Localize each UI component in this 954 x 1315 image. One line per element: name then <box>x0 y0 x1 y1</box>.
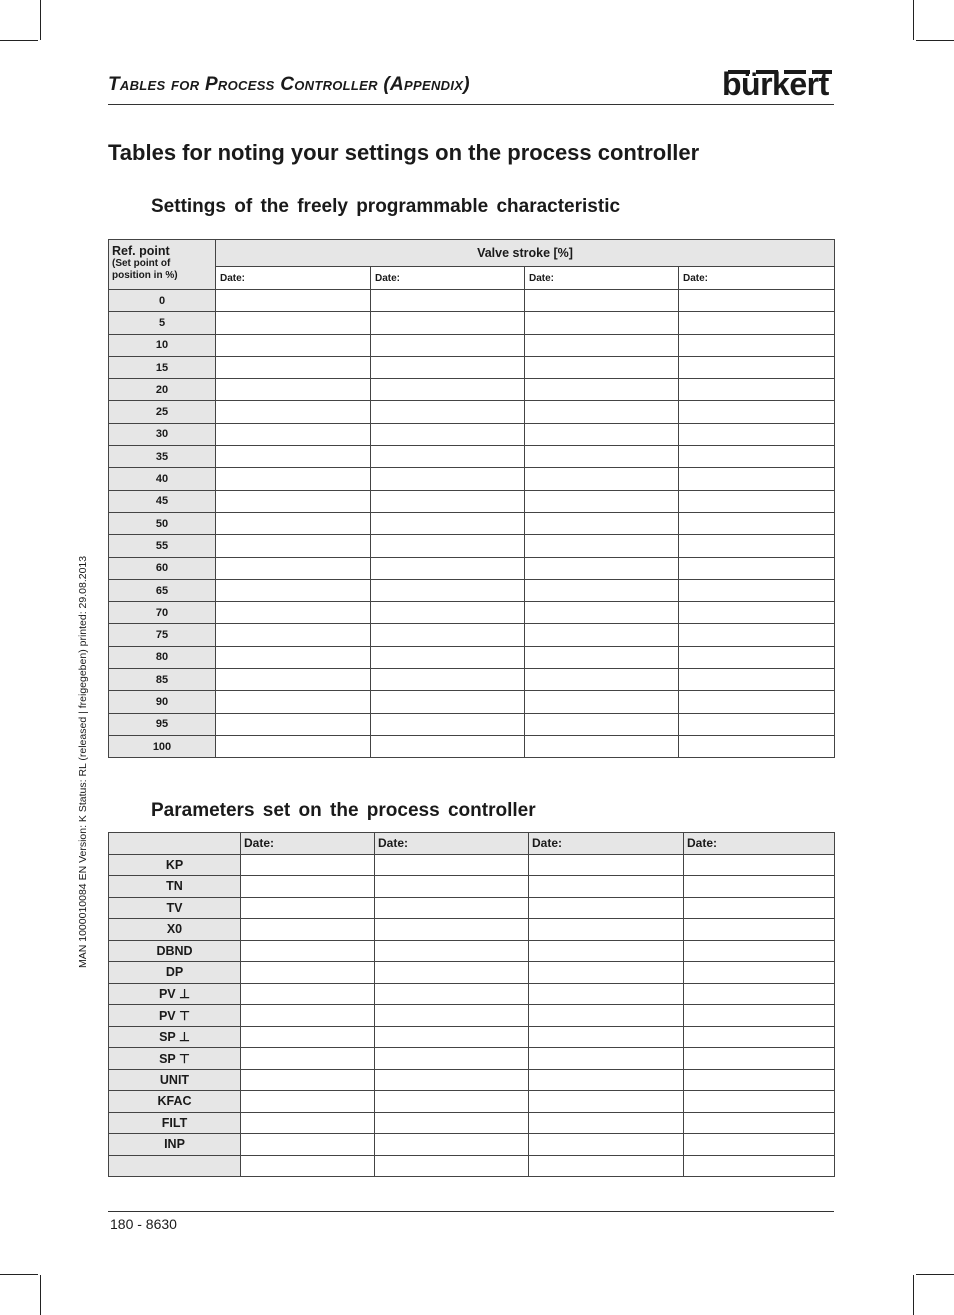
row-label: UNIT <box>109 1069 241 1091</box>
entry-cell[interactable] <box>241 1112 375 1134</box>
date-header-2: Date: <box>371 267 525 290</box>
table-row <box>109 1155 835 1177</box>
entry-cell[interactable] <box>216 334 371 356</box>
entry-cell[interactable] <box>529 1069 684 1091</box>
row-label <box>109 1155 241 1177</box>
entry-cell[interactable] <box>679 423 835 445</box>
date-header-4: Date: <box>679 267 835 290</box>
entry-cell[interactable] <box>241 983 375 1005</box>
entry-cell[interactable] <box>525 490 679 512</box>
entry-cell[interactable] <box>529 1048 684 1070</box>
entry-cell[interactable] <box>371 468 525 490</box>
crop-mark <box>913 0 914 40</box>
entry-cell[interactable] <box>679 669 835 691</box>
entry-cell[interactable] <box>375 940 529 962</box>
entry-cell[interactable] <box>241 1026 375 1048</box>
entry-cell[interactable] <box>216 579 371 601</box>
entry-cell[interactable] <box>679 401 835 423</box>
table-row <box>109 691 835 713</box>
entry-cell[interactable] <box>529 1134 684 1156</box>
parameter-header-blank <box>109 833 241 855</box>
entry-cell[interactable] <box>679 602 835 624</box>
entry-cell[interactable] <box>525 669 679 691</box>
entry-cell[interactable] <box>241 1069 375 1091</box>
entry-cell[interactable] <box>529 919 684 941</box>
entry-cell[interactable] <box>684 1069 835 1091</box>
entry-cell[interactable] <box>216 468 371 490</box>
entry-cell[interactable] <box>216 401 371 423</box>
table-row <box>109 290 835 312</box>
entry-cell[interactable] <box>529 1005 684 1027</box>
table-row <box>109 1112 835 1134</box>
entry-cell[interactable] <box>679 646 835 668</box>
table-row <box>109 535 835 557</box>
table-row <box>109 713 835 735</box>
entry-cell[interactable] <box>525 468 679 490</box>
entry-cell[interactable] <box>371 735 525 757</box>
entry-cell[interactable] <box>216 512 371 534</box>
table-row <box>109 897 835 919</box>
entry-cell[interactable] <box>684 854 835 876</box>
entry-cell[interactable] <box>371 713 525 735</box>
side-document-info: MAN 1000010084 EN Version: K Status: RL (released | freigegeben) printed: 29.08.2013 <box>77 555 89 968</box>
entry-cell[interactable] <box>241 1134 375 1156</box>
entry-cell[interactable] <box>529 1155 684 1177</box>
entry-cell[interactable] <box>375 962 529 984</box>
entry-cell[interactable] <box>216 735 371 757</box>
footer-rule <box>108 1211 834 1212</box>
table-row <box>109 669 835 691</box>
entry-cell[interactable] <box>525 334 679 356</box>
entry-cell[interactable] <box>241 1048 375 1070</box>
entry-cell[interactable] <box>371 624 525 646</box>
table-row <box>109 1069 835 1091</box>
table-row <box>109 334 835 356</box>
entry-cell[interactable] <box>216 290 371 312</box>
entry-cell[interactable] <box>241 919 375 941</box>
entry-cell[interactable] <box>684 962 835 984</box>
entry-cell[interactable] <box>679 312 835 334</box>
row-label: 65 <box>109 579 216 601</box>
table-row <box>109 356 835 378</box>
entry-cell[interactable] <box>371 290 525 312</box>
row-label: 60 <box>109 557 216 579</box>
page-title: Tables for noting your settings on the process controller <box>108 140 700 165</box>
crop-mark <box>913 1275 914 1315</box>
entry-cell[interactable] <box>684 1026 835 1048</box>
table-row <box>109 854 835 876</box>
row-label: 80 <box>109 646 216 668</box>
entry-cell[interactable] <box>371 669 525 691</box>
entry-cell[interactable] <box>679 713 835 735</box>
entry-cell[interactable] <box>525 423 679 445</box>
entry-cell[interactable] <box>529 897 684 919</box>
entry-cell[interactable] <box>371 557 525 579</box>
entry-cell[interactable] <box>375 1048 529 1070</box>
entry-cell[interactable] <box>525 579 679 601</box>
characteristic-table <box>108 239 835 758</box>
entry-cell[interactable] <box>241 1005 375 1027</box>
entry-cell[interactable] <box>216 669 371 691</box>
entry-cell[interactable] <box>241 897 375 919</box>
row-label: TV <box>109 897 241 919</box>
entry-cell[interactable] <box>525 379 679 401</box>
table-row <box>109 1091 835 1113</box>
section-title-characteristic: Settings of the freely programmable characteristic <box>151 196 621 217</box>
entry-cell[interactable] <box>371 579 525 601</box>
entry-cell[interactable] <box>525 401 679 423</box>
row-label: 0 <box>109 290 216 312</box>
entry-cell[interactable] <box>371 602 525 624</box>
table-row <box>109 468 835 490</box>
table-row <box>109 446 835 468</box>
table-row <box>109 624 835 646</box>
entry-cell[interactable] <box>375 1112 529 1134</box>
entry-cell[interactable] <box>371 334 525 356</box>
crop-mark <box>0 1274 38 1275</box>
entry-cell[interactable] <box>679 379 835 401</box>
ref-point-sub-2: position in %) <box>112 270 178 281</box>
param-date-header-1: Date: <box>241 833 375 855</box>
row-label: 90 <box>109 691 216 713</box>
table-row <box>109 983 835 1005</box>
entry-cell[interactable] <box>525 312 679 334</box>
table-row <box>109 379 835 401</box>
entry-cell[interactable] <box>684 1048 835 1070</box>
ref-point-sub-1: (Set point of <box>112 258 171 269</box>
entry-cell[interactable] <box>679 290 835 312</box>
row-label: DBND <box>109 940 241 962</box>
table-row <box>109 490 835 512</box>
entry-cell[interactable] <box>375 854 529 876</box>
entry-cell[interactable] <box>371 490 525 512</box>
entry-cell[interactable] <box>216 312 371 334</box>
entry-cell[interactable] <box>684 876 835 898</box>
crop-mark <box>916 1274 954 1275</box>
param-date-header-2: Date: <box>375 833 529 855</box>
entry-cell[interactable] <box>684 897 835 919</box>
ref-point-label: Ref. point <box>112 244 170 258</box>
entry-cell[interactable] <box>241 1155 375 1177</box>
row-label: KFAC <box>109 1091 241 1113</box>
entry-cell[interactable] <box>529 1091 684 1113</box>
entry-cell[interactable] <box>371 646 525 668</box>
entry-cell[interactable] <box>375 1091 529 1113</box>
entry-cell[interactable] <box>371 423 525 445</box>
entry-cell[interactable] <box>679 735 835 757</box>
row-label: KP <box>109 854 241 876</box>
entry-cell[interactable] <box>684 940 835 962</box>
entry-cell[interactable] <box>375 897 529 919</box>
entry-cell[interactable] <box>525 624 679 646</box>
entry-cell[interactable] <box>375 1069 529 1091</box>
param-date-header-3: Date: <box>529 833 684 855</box>
entry-cell[interactable] <box>241 854 375 876</box>
crop-mark <box>0 40 38 41</box>
table-row <box>109 876 835 898</box>
table-row <box>109 512 835 534</box>
table-row <box>109 1026 835 1048</box>
entry-cell[interactable] <box>371 356 525 378</box>
entry-cell[interactable] <box>371 512 525 534</box>
entry-cell[interactable] <box>525 446 679 468</box>
entry-cell[interactable] <box>375 1134 529 1156</box>
parameters-table <box>108 832 835 1177</box>
entry-cell[interactable] <box>375 983 529 1005</box>
entry-cell[interactable] <box>525 735 679 757</box>
entry-cell[interactable] <box>525 512 679 534</box>
entry-cell[interactable] <box>679 579 835 601</box>
entry-cell[interactable] <box>241 1091 375 1113</box>
entry-cell[interactable] <box>525 290 679 312</box>
entry-cell[interactable] <box>375 1005 529 1027</box>
entry-cell[interactable] <box>679 557 835 579</box>
entry-cell[interactable] <box>216 624 371 646</box>
row-label: TN <box>109 876 241 898</box>
crop-mark <box>40 0 41 40</box>
row-label: INP <box>109 1134 241 1156</box>
entry-cell[interactable] <box>371 691 525 713</box>
entry-cell[interactable] <box>216 557 371 579</box>
entry-cell[interactable] <box>679 512 835 534</box>
entry-cell[interactable] <box>684 1112 835 1134</box>
entry-cell[interactable] <box>529 876 684 898</box>
row-label: 5 <box>109 312 216 334</box>
entry-cell[interactable] <box>216 713 371 735</box>
table-row <box>109 602 835 624</box>
entry-cell[interactable] <box>529 854 684 876</box>
date-header-1: Date: <box>216 267 371 290</box>
param-date-header-4: Date: <box>684 833 835 855</box>
entry-cell[interactable] <box>216 535 371 557</box>
running-header: Tables for Process Controller (Appendix) <box>108 74 470 95</box>
row-label: 85 <box>109 669 216 691</box>
crop-mark <box>40 1275 41 1315</box>
row-label: DP <box>109 962 241 984</box>
page-number: 180 - 8630 <box>110 1216 177 1232</box>
entry-cell[interactable] <box>679 356 835 378</box>
entry-cell[interactable] <box>684 1091 835 1113</box>
row-label: 70 <box>109 602 216 624</box>
row-label: PV ⊤ <box>109 1005 241 1027</box>
entry-cell[interactable] <box>375 919 529 941</box>
entry-cell[interactable] <box>216 602 371 624</box>
table-row <box>109 579 835 601</box>
table-row <box>109 557 835 579</box>
row-label: 55 <box>109 535 216 557</box>
entry-cell[interactable] <box>684 1134 835 1156</box>
row-label: 40 <box>109 468 216 490</box>
entry-cell[interactable] <box>216 646 371 668</box>
entry-cell[interactable] <box>525 356 679 378</box>
table-row <box>109 940 835 962</box>
row-label: 75 <box>109 624 216 646</box>
entry-cell[interactable] <box>216 423 371 445</box>
entry-cell[interactable] <box>371 446 525 468</box>
entry-cell[interactable] <box>525 557 679 579</box>
entry-cell[interactable] <box>525 602 679 624</box>
date-header-3: Date: <box>525 267 679 290</box>
row-label: 10 <box>109 334 216 356</box>
entry-cell[interactable] <box>375 1026 529 1048</box>
table-row <box>109 1134 835 1156</box>
burkert-logo: bürkert <box>722 66 829 102</box>
entry-cell[interactable] <box>216 356 371 378</box>
valve-stroke-header: Valve stroke [%] <box>216 240 835 267</box>
entry-cell[interactable] <box>679 468 835 490</box>
table-row <box>109 423 835 445</box>
table-row <box>109 401 835 423</box>
row-label: 45 <box>109 490 216 512</box>
entry-cell[interactable] <box>371 379 525 401</box>
row-label: SP ⊤ <box>109 1048 241 1070</box>
ref-point-header <box>109 240 216 290</box>
row-label: FILT <box>109 1112 241 1134</box>
row-label: 15 <box>109 356 216 378</box>
row-label: SP ⊥ <box>109 1026 241 1048</box>
entry-cell[interactable] <box>525 691 679 713</box>
table-row <box>109 646 835 668</box>
entry-cell[interactable] <box>371 401 525 423</box>
row-label: 95 <box>109 713 216 735</box>
entry-cell[interactable] <box>371 535 525 557</box>
table-row <box>109 735 835 757</box>
entry-cell[interactable] <box>216 446 371 468</box>
row-label: 50 <box>109 512 216 534</box>
row-label: 30 <box>109 423 216 445</box>
entry-cell[interactable] <box>241 876 375 898</box>
entry-cell[interactable] <box>375 1155 529 1177</box>
entry-cell[interactable] <box>216 490 371 512</box>
entry-cell[interactable] <box>679 535 835 557</box>
row-label: 100 <box>109 735 216 757</box>
row-label: 25 <box>109 401 216 423</box>
entry-cell[interactable] <box>241 962 375 984</box>
entry-cell[interactable] <box>679 334 835 356</box>
entry-cell[interactable] <box>679 490 835 512</box>
entry-cell[interactable] <box>529 1112 684 1134</box>
table-row <box>109 1048 835 1070</box>
entry-cell[interactable] <box>679 624 835 646</box>
entry-cell[interactable] <box>529 940 684 962</box>
entry-cell[interactable] <box>679 446 835 468</box>
row-label: PV ⊥ <box>109 983 241 1005</box>
entry-cell[interactable] <box>529 1026 684 1048</box>
entry-cell[interactable] <box>371 312 525 334</box>
entry-cell[interactable] <box>241 940 375 962</box>
table-row <box>109 919 835 941</box>
entry-cell[interactable] <box>525 535 679 557</box>
entry-cell[interactable] <box>684 983 835 1005</box>
table-row <box>109 312 835 334</box>
entry-cell[interactable] <box>529 983 684 1005</box>
row-label: 20 <box>109 379 216 401</box>
crop-mark <box>916 40 954 41</box>
entry-cell[interactable] <box>525 646 679 668</box>
table-row <box>109 962 835 984</box>
entry-cell[interactable] <box>684 1155 835 1177</box>
entry-cell[interactable] <box>529 962 684 984</box>
entry-cell[interactable] <box>679 691 835 713</box>
table-row <box>109 1005 835 1027</box>
section-title-parameters: Parameters set on the process controller <box>151 800 536 821</box>
entry-cell[interactable] <box>216 379 371 401</box>
entry-cell[interactable] <box>525 713 679 735</box>
header-rule <box>108 104 834 105</box>
entry-cell[interactable] <box>684 919 835 941</box>
row-label: 35 <box>109 446 216 468</box>
entry-cell[interactable] <box>375 876 529 898</box>
entry-cell[interactable] <box>216 691 371 713</box>
row-label: X0 <box>109 919 241 941</box>
entry-cell[interactable] <box>684 1005 835 1027</box>
